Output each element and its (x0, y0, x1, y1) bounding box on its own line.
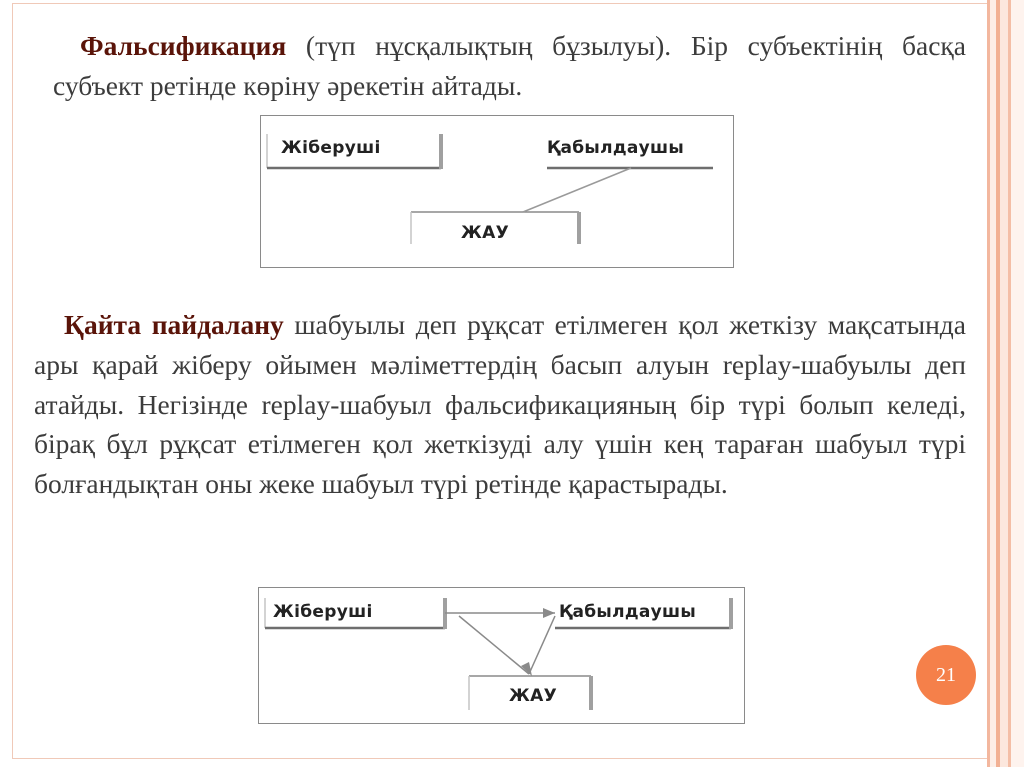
attacker-label: ЖАУ (509, 686, 557, 706)
receiver-label: Қабылдаушы (559, 602, 697, 622)
falsification-diagram (260, 115, 734, 268)
slide-frame-bottom (12, 758, 987, 759)
falsification-term: Фальсификация (80, 30, 287, 61)
falsification-paragraph (53, 26, 966, 106)
sender-label: Жіберуші (273, 602, 373, 622)
replay-term: Қайта пайдалану (64, 309, 284, 340)
falsification-definition: (түп нұсқалықтың бұзылуы). Бір субъектінің басқа субъект ретінде көріну әрекетін айтады. (53, 30, 966, 101)
page-number: 21 (936, 663, 956, 686)
replay-paragraph (34, 305, 966, 504)
receiver-label: Қабылдаушы (547, 138, 685, 158)
slide-frame-left (12, 3, 13, 758)
decorative-stripes (987, 0, 1024, 767)
slide-frame-top (12, 3, 987, 4)
sender-label: Жіберуші (281, 138, 381, 158)
replay-definition: шабуылы деп рұқсат етілмеген қол жеткізу мақсатында ары қарай жіберу ойымен мәліметтердің басып алуын replay-шабуылы деп атайды. Негізінде replay-шабуыл фальсификацияның бір түрі болып келеді, бірақ бұл рұқсат етілмеген қол жеткізуді алу үшін кең тараған шабуыл түрі болғандықтан оны жеке шабуыл түрі ретінде қарастырады. (34, 309, 966, 500)
replay-diagram (258, 587, 745, 724)
page-number-badge (916, 645, 976, 705)
attacker-label: ЖАУ (461, 223, 509, 243)
